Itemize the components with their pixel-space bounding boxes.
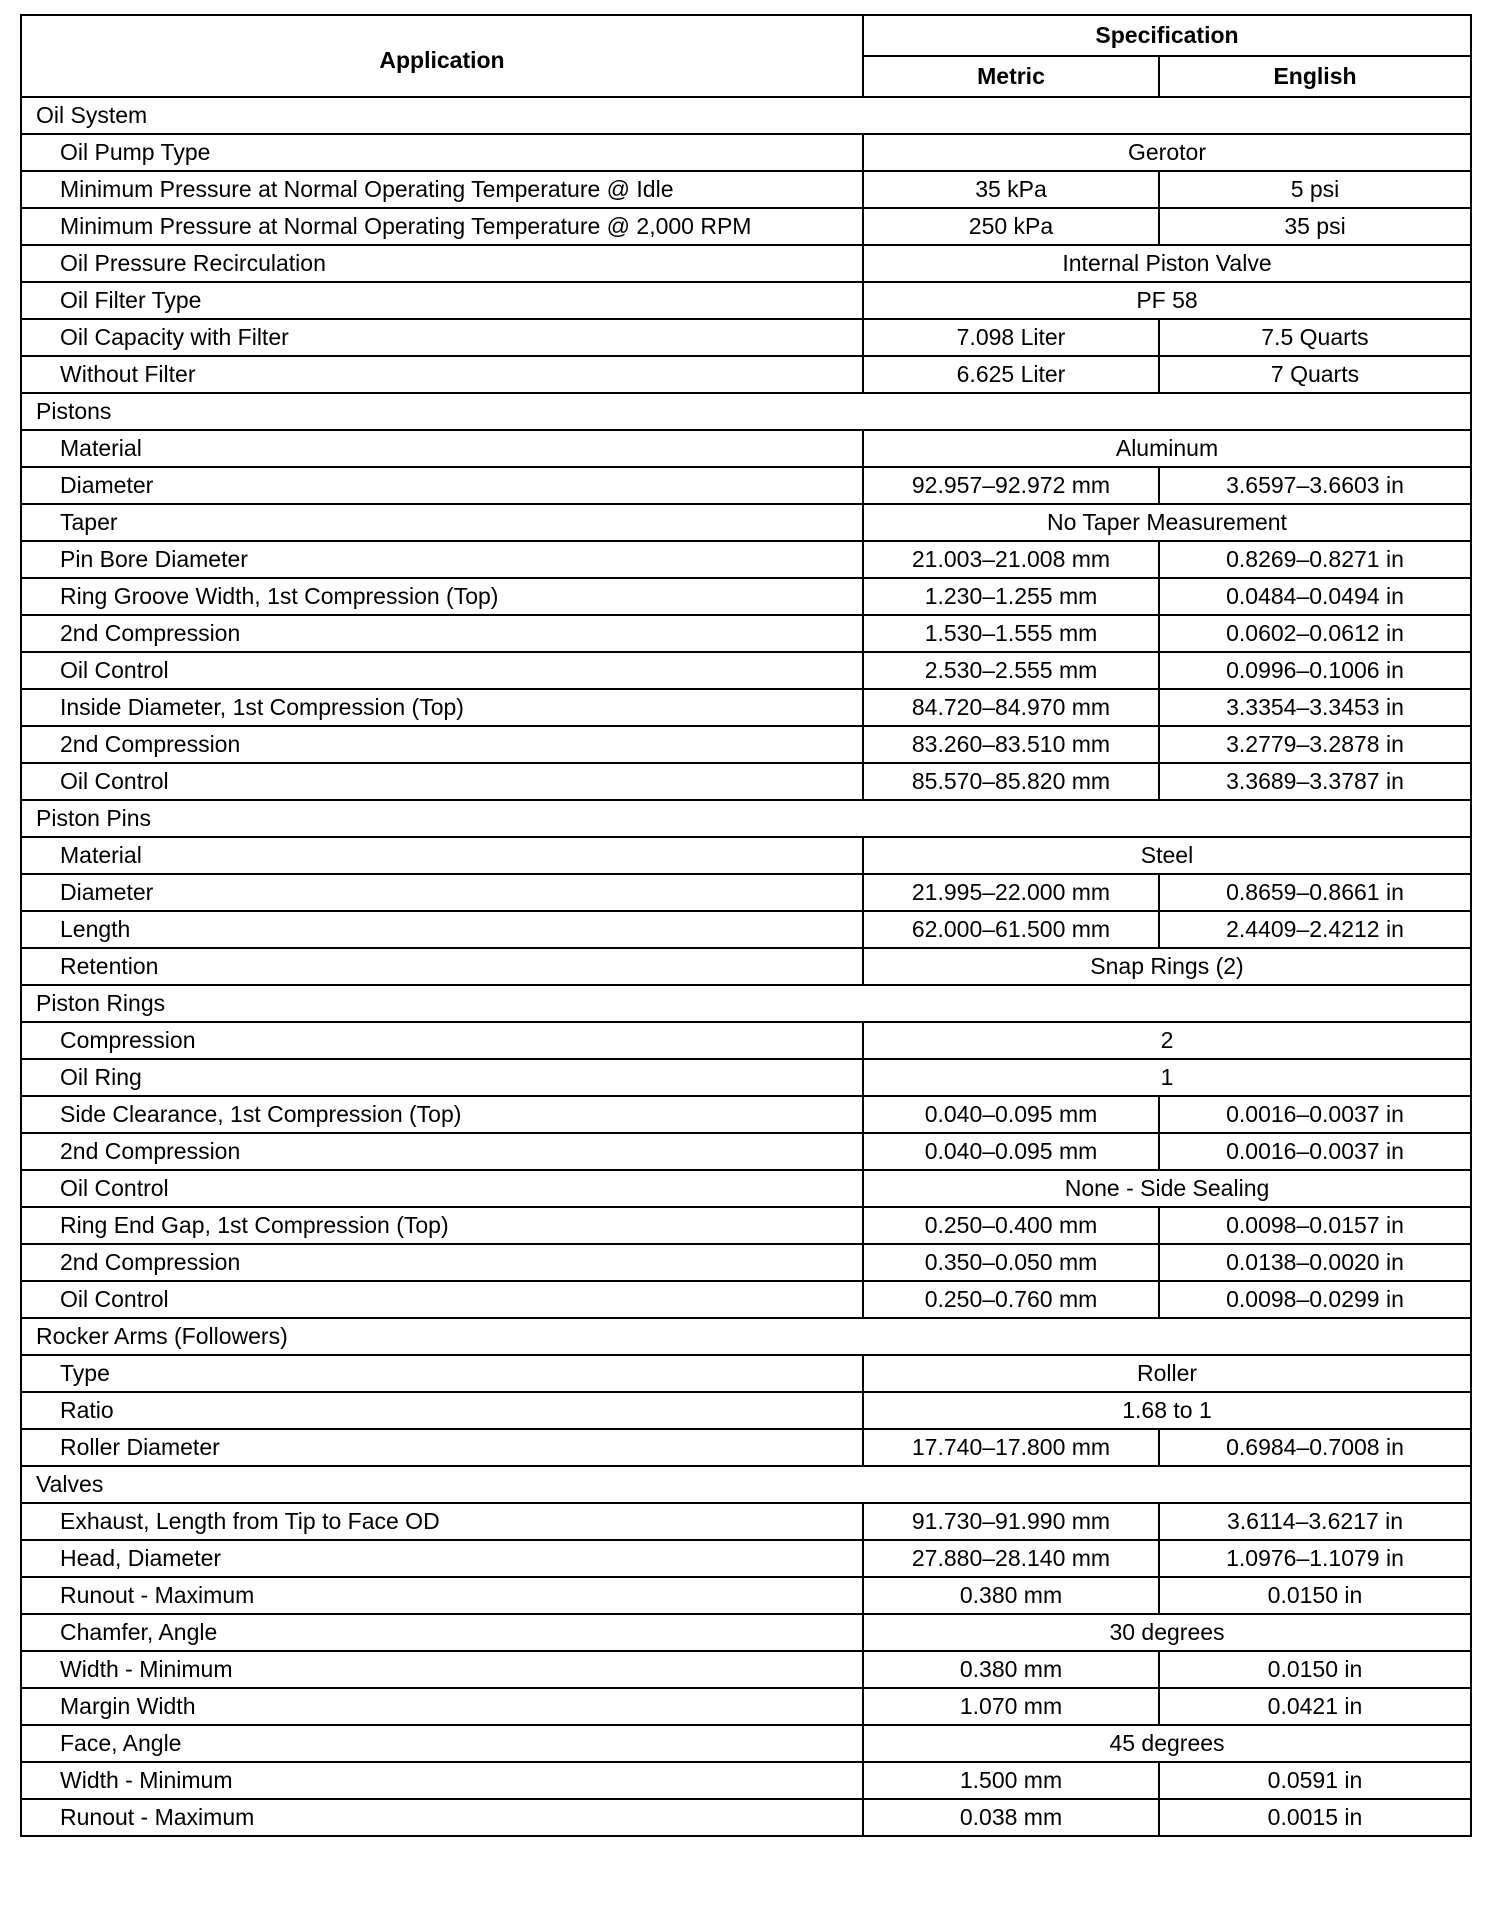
spec-value: 1.68 to 1 [863, 1392, 1471, 1429]
table-row [21, 1577, 1471, 1614]
metric-value: 62.000–61.500 mm [863, 911, 1159, 948]
english-value: 0.0591 in [1159, 1762, 1471, 1799]
metric-value: 7.098 Liter [863, 319, 1159, 356]
section-title: Oil System [21, 97, 1471, 134]
table-row [21, 1355, 1471, 1392]
table-row [21, 134, 1471, 171]
english-value: 0.0098–0.0157 in [1159, 1207, 1471, 1244]
row-label: Width - Minimum [21, 1651, 863, 1688]
english-value: 0.0602–0.0612 in [1159, 615, 1471, 652]
spec-table [20, 14, 1472, 1837]
table-row [21, 1651, 1471, 1688]
row-label: Diameter [21, 467, 863, 504]
table-row [21, 1688, 1471, 1725]
spec-value: No Taper Measurement [863, 504, 1471, 541]
table-row [21, 1614, 1471, 1651]
row-label: Oil Pressure Recirculation [21, 245, 863, 282]
english-value: 2.4409–2.4212 in [1159, 911, 1471, 948]
metric-value: 1.230–1.255 mm [863, 578, 1159, 615]
table-row [21, 763, 1471, 800]
section-row [21, 800, 1471, 837]
spec-sheet [20, 14, 1470, 1837]
row-label: Minimum Pressure at Normal Operating Temperature @ Idle [21, 171, 863, 208]
english-value: 0.8269–0.8271 in [1159, 541, 1471, 578]
table-row [21, 467, 1471, 504]
table-row [21, 1540, 1471, 1577]
metric-value: 91.730–91.990 mm [863, 1503, 1159, 1540]
application-header: Application [21, 15, 863, 97]
table-row [21, 1392, 1471, 1429]
metric-value: 1.530–1.555 mm [863, 615, 1159, 652]
table-row [21, 356, 1471, 393]
section-row [21, 1318, 1471, 1355]
english-value: 3.6114–3.6217 in [1159, 1503, 1471, 1540]
english-value: 0.0098–0.0299 in [1159, 1281, 1471, 1318]
row-label: Oil Control [21, 1170, 863, 1207]
row-label: 2nd Compression [21, 1133, 863, 1170]
english-value: 3.6597–3.6603 in [1159, 467, 1471, 504]
row-label: Material [21, 837, 863, 874]
english-value: 1.0976–1.1079 in [1159, 1540, 1471, 1577]
metric-value: 6.625 Liter [863, 356, 1159, 393]
table-row [21, 874, 1471, 911]
row-label: Length [21, 911, 863, 948]
table-row [21, 208, 1471, 245]
specification-header: Specification [863, 15, 1471, 56]
table-row [21, 1429, 1471, 1466]
row-label: Chamfer, Angle [21, 1614, 863, 1651]
spec-value: Internal Piston Valve [863, 245, 1471, 282]
section-row [21, 97, 1471, 134]
table-row [21, 1725, 1471, 1762]
section-title: Piston Rings [21, 985, 1471, 1022]
table-body [21, 97, 1471, 1836]
row-label: Head, Diameter [21, 1540, 863, 1577]
table-row [21, 837, 1471, 874]
metric-value: 35 kPa [863, 171, 1159, 208]
table-row [21, 615, 1471, 652]
section-title: Pistons [21, 393, 1471, 430]
metric-value: 83.260–83.510 mm [863, 726, 1159, 763]
english-value: 5 psi [1159, 171, 1471, 208]
row-label: Taper [21, 504, 863, 541]
table-row [21, 541, 1471, 578]
english-value: 0.0150 in [1159, 1651, 1471, 1688]
english-value: 0.0016–0.0037 in [1159, 1096, 1471, 1133]
metric-value: 0.350–0.050 mm [863, 1244, 1159, 1281]
row-label: Oil Control [21, 763, 863, 800]
row-label: Inside Diameter, 1st Compression (Top) [21, 689, 863, 726]
spec-value: None - Side Sealing [863, 1170, 1471, 1207]
metric-value: 2.530–2.555 mm [863, 652, 1159, 689]
table-header [21, 15, 1471, 97]
table-row [21, 578, 1471, 615]
row-label: Retention [21, 948, 863, 985]
table-row [21, 319, 1471, 356]
table-row [21, 1059, 1471, 1096]
spec-value: 2 [863, 1022, 1471, 1059]
english-value: 7.5 Quarts [1159, 319, 1471, 356]
english-value: 0.0996–0.1006 in [1159, 652, 1471, 689]
table-row [21, 504, 1471, 541]
metric-value: 250 kPa [863, 208, 1159, 245]
table-row [21, 430, 1471, 467]
row-label: Face, Angle [21, 1725, 863, 1762]
table-row [21, 948, 1471, 985]
row-label: Oil Filter Type [21, 282, 863, 319]
english-value: 0.0015 in [1159, 1799, 1471, 1836]
table-row [21, 245, 1471, 282]
row-label: Compression [21, 1022, 863, 1059]
table-row [21, 1096, 1471, 1133]
row-label: 2nd Compression [21, 615, 863, 652]
table-row [21, 1207, 1471, 1244]
row-label: Roller Diameter [21, 1429, 863, 1466]
metric-value: 1.070 mm [863, 1688, 1159, 1725]
table-row [21, 1133, 1471, 1170]
row-label: Runout - Maximum [21, 1799, 863, 1836]
english-value: 0.0421 in [1159, 1688, 1471, 1725]
metric-value: 0.038 mm [863, 1799, 1159, 1836]
metric-value: 0.380 mm [863, 1577, 1159, 1614]
row-label: Oil Ring [21, 1059, 863, 1096]
row-label: Diameter [21, 874, 863, 911]
table-row [21, 726, 1471, 763]
table-row [21, 1799, 1471, 1836]
english-value: 3.2779–3.2878 in [1159, 726, 1471, 763]
english-value: 0.8659–0.8661 in [1159, 874, 1471, 911]
table-row [21, 652, 1471, 689]
spec-value: Steel [863, 837, 1471, 874]
english-value: 3.3689–3.3787 in [1159, 763, 1471, 800]
row-label: Oil Pump Type [21, 134, 863, 171]
spec-value: PF 58 [863, 282, 1471, 319]
table-row [21, 282, 1471, 319]
section-title: Piston Pins [21, 800, 1471, 837]
row-label: Width - Minimum [21, 1762, 863, 1799]
metric-value: 17.740–17.800 mm [863, 1429, 1159, 1466]
english-value: 0.6984–0.7008 in [1159, 1429, 1471, 1466]
row-label: Side Clearance, 1st Compression (Top) [21, 1096, 863, 1133]
metric-value: 0.380 mm [863, 1651, 1159, 1688]
spec-value: Aluminum [863, 430, 1471, 467]
spec-value: 45 degrees [863, 1725, 1471, 1762]
table-row [21, 1170, 1471, 1207]
english-value: 0.0150 in [1159, 1577, 1471, 1614]
section-row [21, 985, 1471, 1022]
english-value: 7 Quarts [1159, 356, 1471, 393]
table-row [21, 911, 1471, 948]
row-label: Oil Control [21, 1281, 863, 1318]
metric-value: 27.880–28.140 mm [863, 1540, 1159, 1577]
section-title: Valves [21, 1466, 1471, 1503]
table-row [21, 1281, 1471, 1318]
row-label: Pin Bore Diameter [21, 541, 863, 578]
table-row [21, 1762, 1471, 1799]
row-label: Oil Control [21, 652, 863, 689]
table-row [21, 1244, 1471, 1281]
table-row [21, 689, 1471, 726]
metric-header: Metric [863, 56, 1159, 97]
english-value: 0.0484–0.0494 in [1159, 578, 1471, 615]
metric-value: 85.570–85.820 mm [863, 763, 1159, 800]
metric-value: 0.250–0.400 mm [863, 1207, 1159, 1244]
row-label: Ring Groove Width, 1st Compression (Top) [21, 578, 863, 615]
table-row [21, 171, 1471, 208]
row-label: Ratio [21, 1392, 863, 1429]
metric-value: 0.040–0.095 mm [863, 1133, 1159, 1170]
spec-value: Roller [863, 1355, 1471, 1392]
spec-value: 30 degrees [863, 1614, 1471, 1651]
spec-value: Gerotor [863, 134, 1471, 171]
metric-value: 0.040–0.095 mm [863, 1096, 1159, 1133]
row-label: 2nd Compression [21, 1244, 863, 1281]
english-value: 3.3354–3.3453 in [1159, 689, 1471, 726]
row-label: Runout - Maximum [21, 1577, 863, 1614]
table-row [21, 1022, 1471, 1059]
row-label: 2nd Compression [21, 726, 863, 763]
english-value: 0.0016–0.0037 in [1159, 1133, 1471, 1170]
row-label: Margin Width [21, 1688, 863, 1725]
table-row [21, 1503, 1471, 1540]
english-header: English [1159, 56, 1471, 97]
english-value: 0.0138–0.0020 in [1159, 1244, 1471, 1281]
metric-value: 21.995–22.000 mm [863, 874, 1159, 911]
metric-value: 1.500 mm [863, 1762, 1159, 1799]
row-label: Type [21, 1355, 863, 1392]
section-title: Rocker Arms (Followers) [21, 1318, 1471, 1355]
english-value: 35 psi [1159, 208, 1471, 245]
spec-value: 1 [863, 1059, 1471, 1096]
section-row [21, 1466, 1471, 1503]
spec-value: Snap Rings (2) [863, 948, 1471, 985]
section-row [21, 393, 1471, 430]
row-label: Without Filter [21, 356, 863, 393]
metric-value: 21.003–21.008 mm [863, 541, 1159, 578]
row-label: Material [21, 430, 863, 467]
row-label: Minimum Pressure at Normal Operating Temperature @ 2,000 RPM [21, 208, 863, 245]
row-label: Ring End Gap, 1st Compression (Top) [21, 1207, 863, 1244]
metric-value: 92.957–92.972 mm [863, 467, 1159, 504]
row-label: Exhaust, Length from Tip to Face OD [21, 1503, 863, 1540]
metric-value: 84.720–84.970 mm [863, 689, 1159, 726]
metric-value: 0.250–0.760 mm [863, 1281, 1159, 1318]
row-label: Oil Capacity with Filter [21, 319, 863, 356]
